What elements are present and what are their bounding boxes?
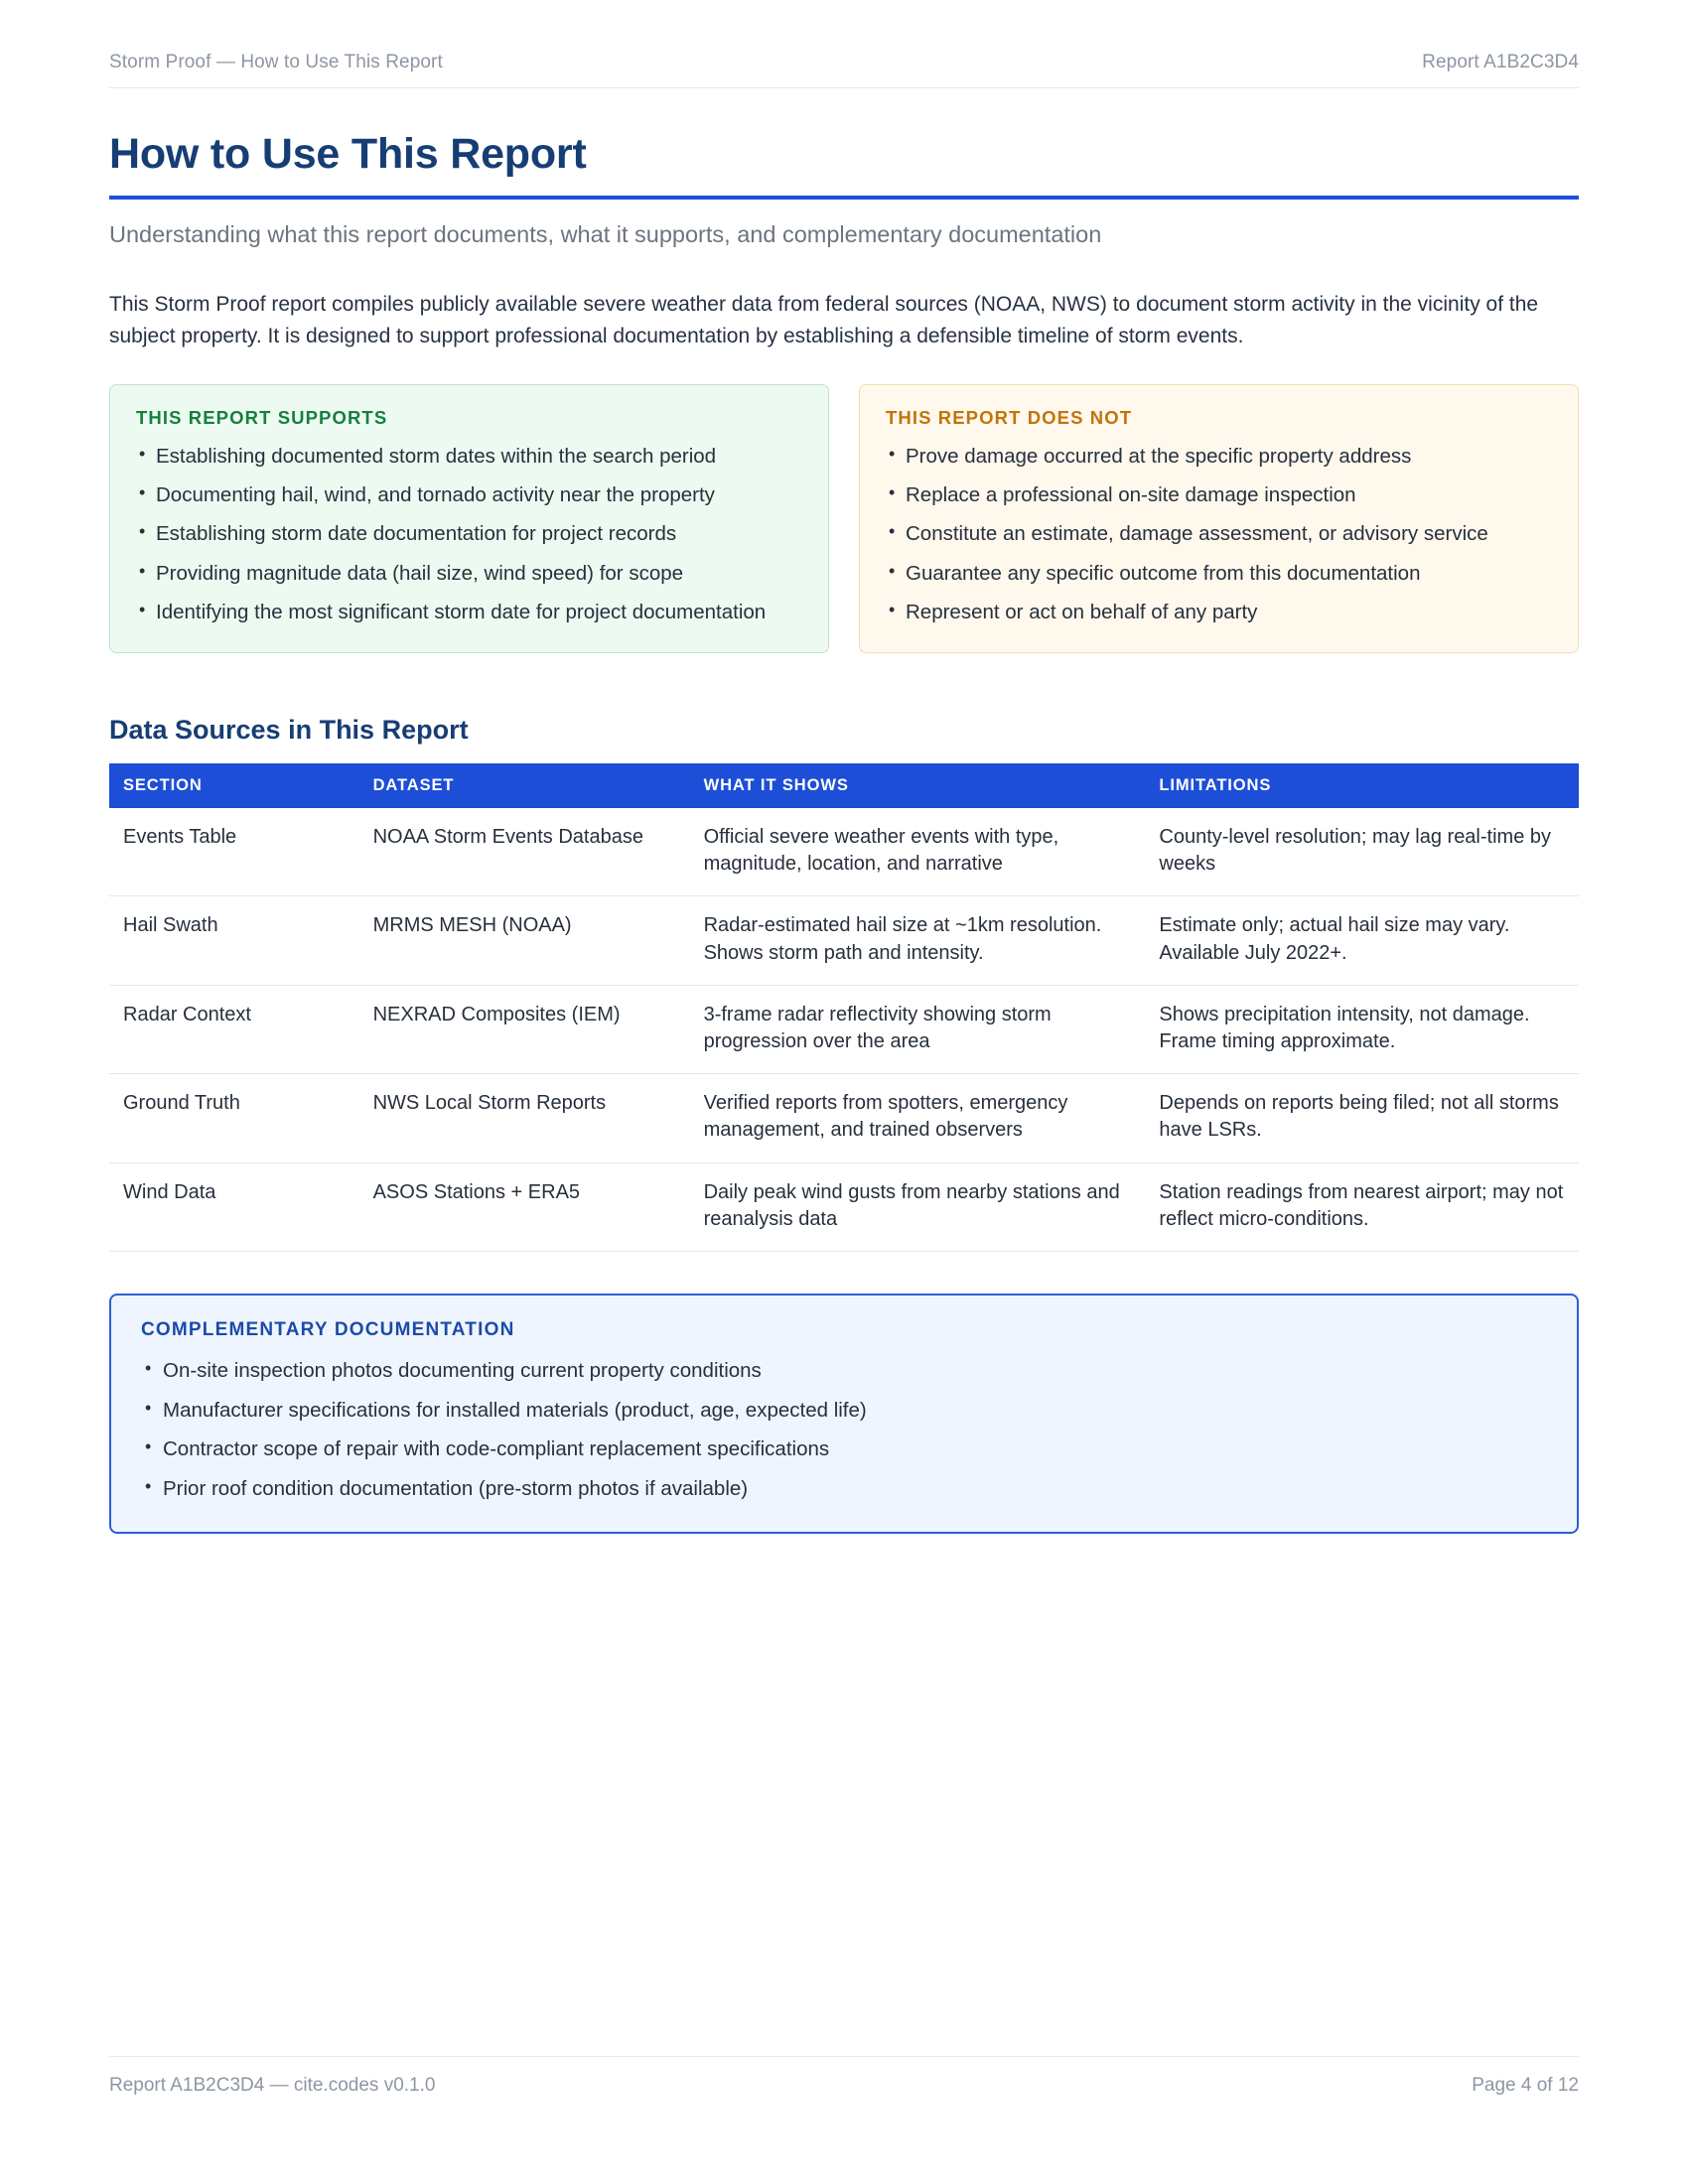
column-header-limitations: LIMITATIONS — [1145, 763, 1579, 808]
list-item: • Contractor scope of repair with code-compliant replacement specifications — [141, 1435, 1547, 1475]
data-sources-table — [109, 763, 1579, 1252]
cell-limitations: County-level resolution; may lag real-time by weeks — [1145, 808, 1579, 896]
cell-shows: Daily peak wind gusts from nearby stations and reanalysis data — [690, 1162, 1146, 1251]
cell-dataset: ASOS Stations + ERA5 — [359, 1162, 690, 1251]
cell-dataset: NOAA Storm Events Database — [359, 808, 690, 896]
cell-limitations: Estimate only; actual hail size may vary. Available July 2022+. — [1145, 896, 1579, 985]
list-item: • Providing magnitude data (hail size, wind speed) for scope — [136, 560, 802, 599]
callout-does-not-heading: THIS REPORT DOES NOT — [886, 406, 1133, 428]
list-item: • Establishing documented storm dates within the search period — [136, 443, 802, 481]
page-title: How to Use This Report — [109, 130, 587, 178]
table-row — [109, 1074, 1579, 1162]
running-footer — [109, 2056, 1579, 2097]
cell-limitations: Station readings from nearest airport; may not reflect micro-conditions. — [1145, 1162, 1579, 1251]
cell-dataset: MRMS MESH (NOAA) — [359, 896, 690, 985]
list-item: • Identifying the most significant storm date for project documentation — [136, 599, 802, 626]
callout-does-not — [859, 384, 1579, 653]
table-row — [109, 1162, 1579, 1251]
cell-shows: Radar-estimated hail size at ~1km resolution. Shows storm path and intensity. — [690, 896, 1146, 985]
cell-section: Radar Context — [109, 985, 359, 1073]
cell-section: Hail Swath — [109, 896, 359, 985]
section-title-data-sources: Data Sources in This Report — [109, 715, 469, 746]
list-item: • Guarantee any specific outcome from this documentation — [886, 560, 1552, 599]
list-item: • Replace a professional on-site damage inspection — [886, 481, 1552, 520]
cell-limitations: Depends on reports being filed; not all storms have LSRs. — [1145, 1074, 1579, 1162]
list-item: • Establishing storm date documentation for project records — [136, 520, 802, 559]
cell-shows: Verified reports from spotters, emergency management, and trained observers — [690, 1074, 1146, 1162]
column-header-dataset: DATASET — [359, 763, 690, 808]
complementary-heading: COMPLEMENTARY DOCUMENTATION — [141, 1318, 515, 1340]
list-item: • Represent or act on behalf of any party — [886, 599, 1552, 626]
list-item: • Prior roof condition documentation (pre-storm photos if available) — [141, 1475, 1547, 1504]
footer-report-id: Report A1B2C3D4 — cite.codes v0.1.0 — [109, 2075, 436, 2096]
complementary-documentation-box — [109, 1294, 1579, 1534]
footer-page-number: Page 4 of 12 — [1472, 2075, 1579, 2096]
list-item: • Constitute an estimate, damage assessment, or advisory service — [886, 520, 1552, 559]
table-header-row — [109, 763, 1579, 808]
list-item: • Prove damage occurred at the specific property address — [886, 443, 1552, 481]
callout-row — [109, 384, 1579, 653]
cell-dataset: NEXRAD Composites (IEM) — [359, 985, 690, 1073]
running-header-left: Storm Proof — How to Use This Report — [109, 52, 443, 72]
callout-supports-heading: THIS REPORT SUPPORTS — [136, 406, 388, 428]
table-row — [109, 896, 1579, 985]
callout-does-not-list — [886, 443, 1552, 626]
cell-section: Ground Truth — [109, 1074, 359, 1162]
running-header-right: Report A1B2C3D4 — [1422, 52, 1579, 72]
page-subtitle: Understanding what this report documents, what it supports, and complementary documentation — [109, 221, 1102, 248]
list-item: • Documenting hail, wind, and tornado activity near the property — [136, 481, 802, 520]
title-underline — [109, 196, 1579, 200]
cell-limitations: Shows precipitation intensity, not damage. Frame timing approximate. — [1145, 985, 1579, 1073]
column-header-what-it-shows: WHAT IT SHOWS — [690, 763, 1146, 808]
list-item: • On-site inspection photos documenting current property conditions — [141, 1357, 1547, 1397]
table-row — [109, 985, 1579, 1073]
intro-paragraph: This Storm Proof report compiles publicly available severe weather data from federal sources (NOAA, NWS) to document storm activity in the vicinity of the subject property. It is designed to support professional documentation by establishing a defensible timeline of storm events. — [109, 292, 1539, 347]
callout-supports-list — [136, 443, 802, 626]
complementary-list — [141, 1357, 1547, 1504]
cell-dataset: NWS Local Storm Reports — [359, 1074, 690, 1162]
callout-supports — [109, 384, 829, 653]
cell-shows: 3-frame radar reflectivity showing storm progression over the area — [690, 985, 1146, 1073]
table-row — [109, 808, 1579, 896]
cell-section: Wind Data — [109, 1162, 359, 1251]
column-header-section: SECTION — [109, 763, 359, 808]
list-item: • Manufacturer specifications for installed materials (product, age, expected life) — [141, 1397, 1547, 1436]
cell-section: Events Table — [109, 808, 359, 896]
cell-shows: Official severe weather events with type, magnitude, location, and narrative — [690, 808, 1146, 896]
running-header — [109, 0, 1579, 88]
